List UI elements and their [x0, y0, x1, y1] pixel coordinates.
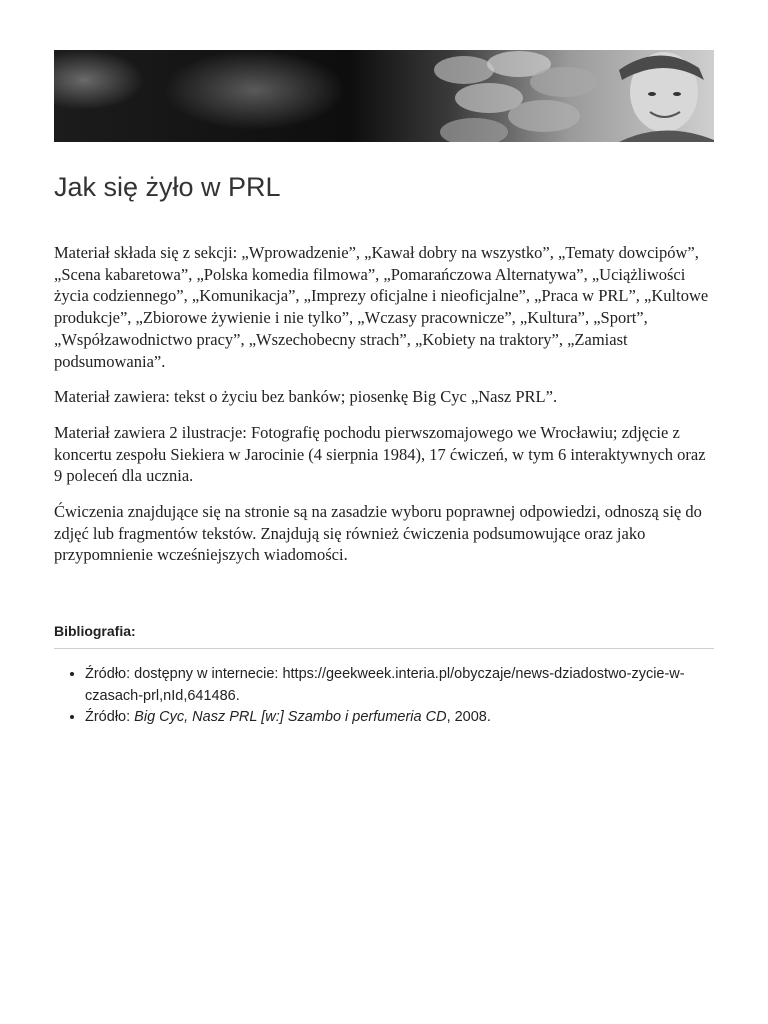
bibliography-list [54, 664, 714, 729]
bibliography-item-text: Źródło: dostępny w internecie: https://geekweek.interia.pl/obyczaje/news-dziadostwo-zycie-w-czasach-prl,nId,641486. [85, 666, 685, 704]
exercises-paragraph: Ćwiczenia znajdujące się na stronie są na zasadzie wyboru poprawnej odpowiedzi, odnoszą się do zdjęć lub fragmentów tekstów. Znajdują się również ćwiczenia podsumowujące oraz jako przypomnienie wcześniejszych wiadomości. [54, 502, 702, 565]
page-title: Jak się żyło w PRL [54, 172, 281, 202]
illustrations-paragraph: Materiał zawiera 2 ilustracje: Fotografię pochodu pierwszomajowego we Wrocławiu; zdjęcie z koncertu zespołu Siekiera w Jarocinie (4 sierpnia 1984), 17 ćwiczeń, w tym 6 interaktywnych oraz 9 poleceń dla ucznia. [54, 422, 706, 486]
bibliography-item [85, 707, 714, 729]
sections-paragraph: Materiał składa się z sekcji: „Wprowadzenie”, „Kawał dobry na wszystko”, „Tematy dowcipów”, „Scena kabaretowa”, „Polska komedia filmowa”, „Pomarańczowa Alternatywa”, „Uciążliwości życia codziennego”, „Komunikacja”, „Imprezy oficjalne i nieoficjalne”, „Praca w PRL”, „Kultowe produkcje”, „Zbiorowe żywienie i nie tylko”, „Wczasy pracownicze”, „Kultura”, „Sport”, „Współzawodnictwo pracy”, „Wszechobecny strach”, „Kobiety na traktory”, „Zamiast podsumowania”. [54, 243, 709, 371]
bibliography-item [85, 664, 714, 707]
bibliography-item-title: Big Cyc, Nasz PRL [w:] Szambo i perfumeria CD [134, 709, 447, 725]
bibliography-item-prefix: Źródło: [85, 709, 135, 725]
bibliography-divider [54, 648, 714, 649]
header-banner-photo [54, 50, 714, 142]
bibliography-item-suffix: , 2008. [446, 709, 491, 725]
banner-photo-detail [394, 50, 714, 142]
bibliography-heading: Bibliografia: [54, 623, 136, 639]
description-section [54, 242, 716, 580]
materials-paragraph: Materiał zawiera: tekst o życiu bez banków; piosenkę Big Cyc „Nasz PRL”. [54, 387, 558, 407]
